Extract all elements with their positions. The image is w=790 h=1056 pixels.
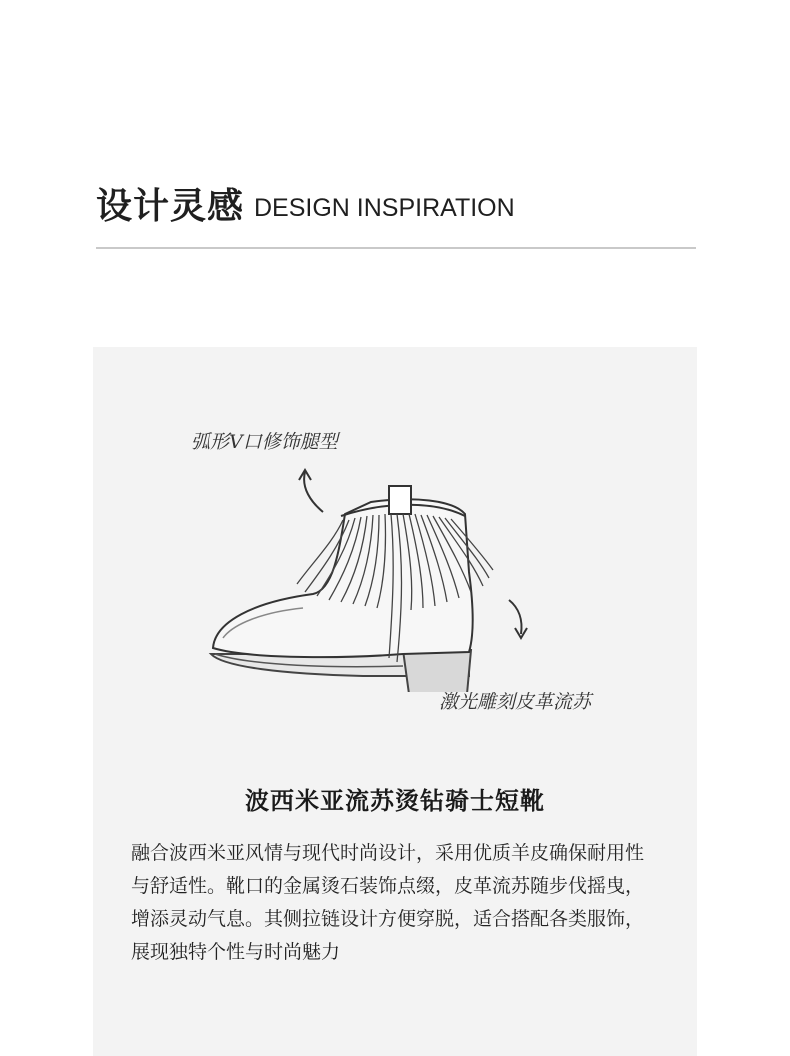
section-title-cn: 设计灵感: [96, 186, 245, 227]
product-title: 波西米亚流苏烫钻骑士短靴: [245, 787, 545, 815]
product-panel: [93, 347, 697, 1056]
callout-v-opening: 弧形V口修饰腿型: [191, 431, 338, 453]
header-divider: [96, 247, 696, 249]
section-header: [96, 178, 696, 250]
boot-sketch-illustration: [193, 462, 593, 692]
section-title-en: DESIGN INSPIRATION: [254, 194, 515, 222]
product-description: 融合波西米亚风情与现代时尚设计，采用优质羊皮确保耐用性与舒适性。靴口的金属烫石装饰点缀，皮革流苏随步伐摇曳，增添灵动气息。其侧拉链设计方便穿脱，适合搭配各类服饰，展现独特个性与时尚魅力: [131, 842, 645, 963]
arrow-up-icon: [304, 472, 323, 512]
callout-laser-fringe: 激光雕刻皮革流苏: [439, 691, 592, 713]
